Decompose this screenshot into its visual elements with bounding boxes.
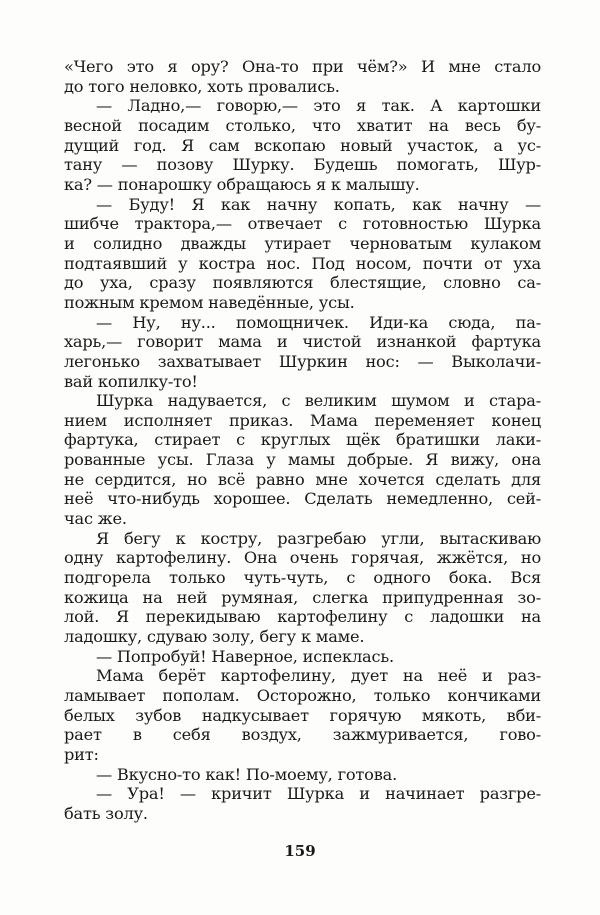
text-line: рает в себя воздух, зажмуривается, гово-: [64, 725, 541, 745]
text-line: до того неловко, хоть провались.: [64, 76, 340, 96]
text-line: пожным кремом наведённые, усы.: [64, 292, 355, 312]
text-line: подгорела только чуть-чуть, с одного бока. Вся: [64, 568, 541, 588]
text-line: до уха, сразу появляются блестящие, словно са-: [64, 273, 541, 293]
text-line: кожица на ней румяная, слегка припудренная зо-: [64, 587, 541, 607]
text-line: весной посадим столько, что хватит на весь бу-: [64, 115, 541, 135]
page-body-text: [64, 57, 541, 824]
text-line: нием исполняет приказ. Мама переменяет конец: [64, 410, 541, 430]
text-line: и солидно дважды утирает черноватым кулаком: [64, 233, 541, 253]
text-line: Шурка надувается, с великим шумом и стара-: [96, 391, 541, 411]
text-line: одну картофелину. Она очень горячая, жжётся, но: [64, 548, 541, 568]
text-line: тану — позову Шурку. Будешь помогать, Шур-: [64, 155, 541, 175]
text-line: лой. Я перекидываю картофелину с ладошки на: [64, 607, 541, 627]
text-line: ка? — понарошку обращаюсь я к малышу.: [64, 174, 420, 194]
text-line: — Попробуй! Наверное, испеклась.: [96, 646, 394, 666]
text-line: Я бегу к костру, разгребаю угли, вытаскиваю: [96, 528, 541, 548]
text-line: дущий год. Я сам вскопаю новый участок, а ус-: [64, 135, 541, 155]
text-line: час же.: [64, 509, 127, 529]
text-line: белых зубов надкусывает горячую мякоть, вби-: [64, 705, 541, 725]
text-line: вай копилку-то!: [64, 371, 198, 391]
text-line: подтаявший у костра нос. Под носом, почти от уха: [64, 253, 541, 273]
text-line: — Ну, ну... помощничек. Иди-ка сюда, па-: [96, 312, 541, 332]
text-line: — Ура! — кричит Шурка и начинает разгре-: [96, 784, 541, 804]
text-line: — Ладно,— говорю,— это я так. А картошки: [96, 96, 541, 116]
text-line: неё что-нибудь хорошее. Сделать немедленно, сей-: [64, 489, 541, 509]
text-line: не сердится, но всё равно мне хочется сделать для: [64, 469, 541, 489]
text-line: бать золу.: [64, 803, 148, 823]
text-line: рит:: [64, 744, 99, 764]
text-line: Мама берёт картофелину, дует на неё и раз-: [96, 666, 541, 686]
page-number: 159: [284, 842, 316, 860]
text-line: ламывает пополам. Осторожно, только кончиками: [64, 686, 541, 705]
text-line: «Чего это я ору? Она-то при чём?» И мне стало: [64, 57, 541, 76]
text-line: рованные усы. Глаза у мамы добрые. Я вижу, она: [64, 450, 541, 470]
text-line: — Вкусно-то как! По-моему, готова.: [96, 764, 398, 784]
text-line: легонько захватывает Шуркин нос: — Выколачи-: [64, 351, 541, 371]
text-line: шибче трактора,— отвечает с готовностью Шурка: [64, 214, 541, 234]
text-line: харь,— говорит мама и чистой изнанкой фартука: [64, 332, 541, 352]
text-line: фартука, стирает с круглых щёк братишки лаки-: [64, 430, 541, 450]
text-line: ладошку, сдуваю золу, бегу к маме.: [64, 627, 365, 647]
text-line: — Буду! Я как начну копать, как начну —: [96, 194, 541, 214]
